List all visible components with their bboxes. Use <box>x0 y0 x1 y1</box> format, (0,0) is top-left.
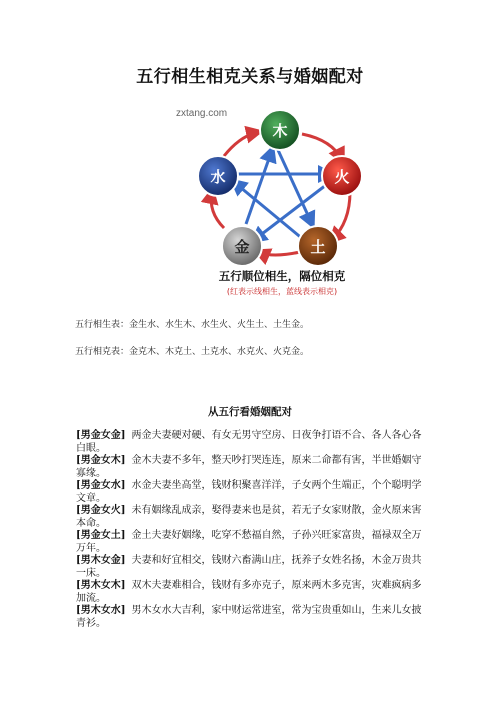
ke-rule: 五行相克表：金克木、木克土、土克水、水克火、火克金。 <box>75 347 310 357</box>
element-fire-label: 火 <box>334 168 350 186</box>
list-item <box>76 455 426 480</box>
element-wood <box>260 110 300 150</box>
list-item <box>76 480 426 505</box>
entry-tag: [男金女木] <box>76 455 126 466</box>
entry-text: 两金夫妻硬对硬、有女无男守空房、日夜争打语不合、各人各心各白眼。 <box>76 430 422 454</box>
match-entries <box>76 430 426 630</box>
element-water-label: 水 <box>210 168 226 186</box>
list-item <box>76 580 426 605</box>
entry-tag: [男金女土] <box>76 530 126 541</box>
entry-text: 夫妻和好宜相交，钱财六畜满山庄，抚养子女姓名扬，木金万贵共一床。 <box>76 555 422 579</box>
entry-tag: [男木女水] <box>76 605 126 616</box>
entry-text: 金木夫妻不多年，整天吵打哭连连，原来二命都有害，半世婚姻守寡缘。 <box>76 455 422 479</box>
entry-text: 未有姻缘乱成亲，娶得妻来也是贫，若无子女家财散，金火原来害本命。 <box>76 505 422 529</box>
element-wood-label: 木 <box>272 122 288 140</box>
entry-tag: [男木女木] <box>76 580 126 591</box>
entry-tag: [男木女金] <box>76 555 126 566</box>
element-earth <box>298 226 338 266</box>
watermark: zxtang.com <box>176 108 228 119</box>
section-title: 从五行看婚姻配对 <box>208 406 292 418</box>
diagram-caption-sub: (红表示线相生，蓝线表示相克) <box>226 287 338 296</box>
entry-tag: [男金女火] <box>76 505 126 516</box>
entry-text: 金土夫妻好姻缘，吃穿不愁福自然，子孙兴旺家富贵，福禄双全万万年。 <box>76 530 422 554</box>
entry-tag: [男金女金] <box>76 430 126 441</box>
entry-text: 双木夫妻难相合，钱财有多亦克子，原来两木多克害，灾难疯病多加流。 <box>76 580 422 604</box>
list-item <box>76 605 426 630</box>
element-earth-label: 土 <box>310 238 326 256</box>
element-water <box>198 156 238 196</box>
diagram-caption-main: 五行顺位相生，隔位相克 <box>218 269 346 283</box>
page-title: 五行相生相克关系与婚姻配对 <box>136 67 364 87</box>
list-item <box>76 430 426 455</box>
entry-tag: [男金女水] <box>76 480 126 491</box>
list-item <box>76 555 426 580</box>
element-fire <box>322 156 362 196</box>
element-metal-label: 金 <box>234 238 250 256</box>
list-item <box>76 530 426 555</box>
list-item <box>76 505 426 530</box>
element-metal <box>222 226 262 266</box>
entry-text: 水金夫妻坐高堂，钱财积聚喜洋洋，子女两个生端正，个个聪明学文章。 <box>76 480 422 504</box>
entry-text: 男木女水大吉利，家中财运常进室，常为宝贵重如山，生来儿女披青衫。 <box>76 605 422 629</box>
five-elements-diagram <box>172 100 372 300</box>
sheng-rule: 五行相生表：金生水、水生木、水生火、火生土、土生金。 <box>75 320 310 330</box>
